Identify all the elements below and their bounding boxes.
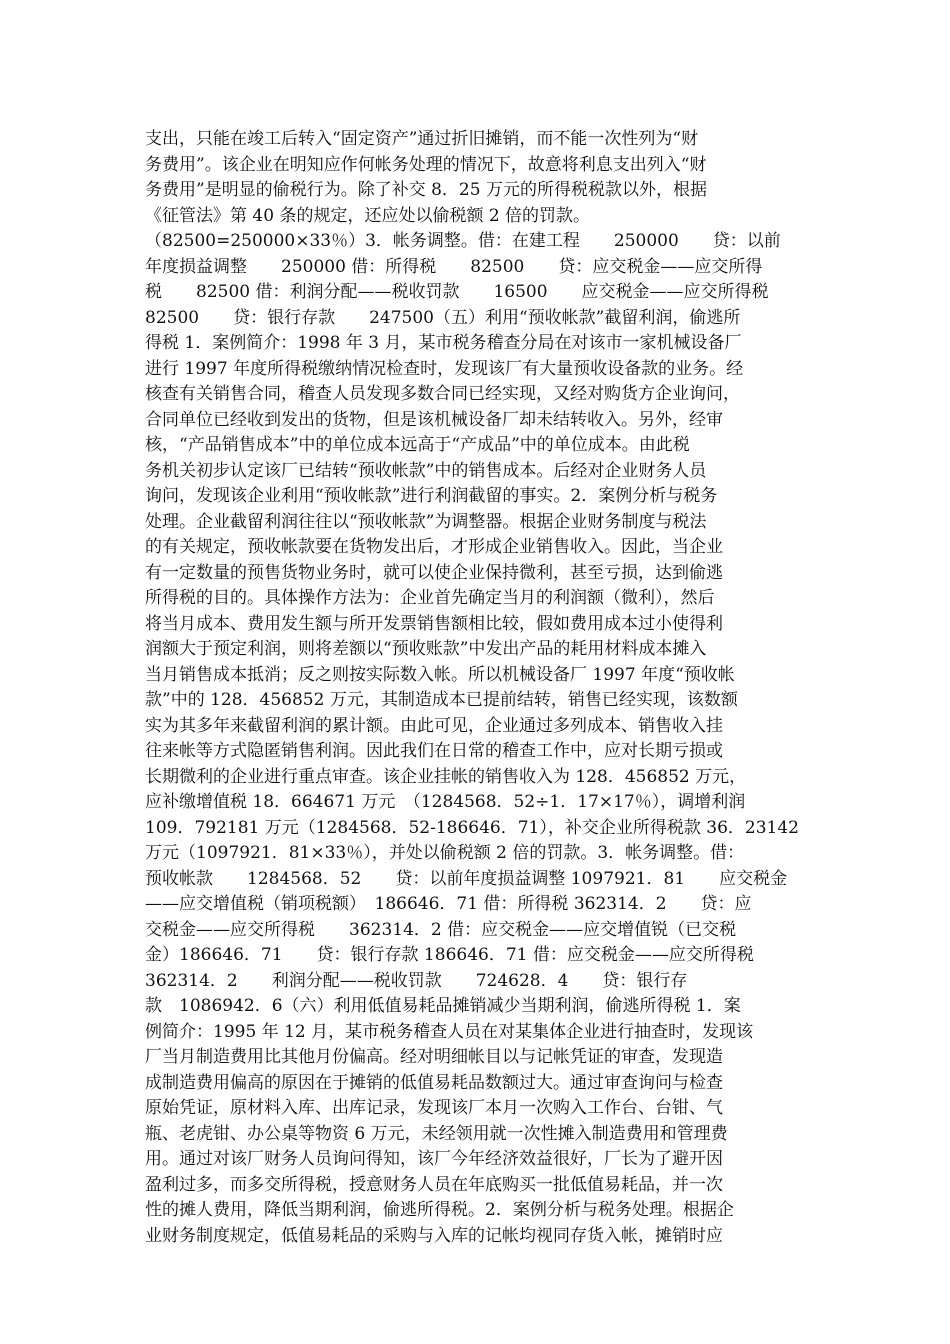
text-line: 有一定数量的预售货物业务时，就可以使企业保持微利，甚至亏损，达到偷逃 <box>145 562 723 583</box>
text-line: ——应交增值税（销项税额） 186646．71 借：所得税 362314．2 贷：应 <box>145 894 752 914</box>
text-line: 成制造费用偏高的原因在于摊销的低值易耗品数额过大。通过审查询问与检查 <box>145 1072 723 1093</box>
text-line: 务机关初步认定该厂已结转“预收帐款”中的销售成本。后经对企业财务人员 <box>145 460 707 481</box>
text-line: 性的摊人费用，降低当期利润，偷逃所得税。2．案例分析与税务处理。根据企 <box>145 1200 734 1220</box>
text-line: 例简介：1995 年 12 月，某市税务稽查人员在对某集体企业进行抽查时，发现该 <box>145 1021 754 1042</box>
text-line: 将当月成本、费用发生额与所开发票销售额相比较，假如费用成本过小使得利 <box>145 613 723 634</box>
text-line: 交税金——应交所得税 362314．2 借：应交税金——应交增值锐（已交税 <box>145 919 737 940</box>
text-line: 《征管法》第 40 条的规定，还应处以偷税额 2 倍的罚款。 <box>145 205 591 226</box>
text-line: 瓶、老虎钳、办公桌等物资 6 万元，未经领用就一次性摊入制造费用和管理费 <box>145 1123 728 1144</box>
text-line: 支出，只能在竣工后转入“固定资产”通过折旧摊销，而不能一次性列为“财 <box>145 129 699 149</box>
text-line: 预收帐款 1284568．52 贷：以前年度损益调整 1097921．81 应交税金 <box>145 868 788 889</box>
text-line: 原始凭证，原材料入库、出库记录，发现该厂本月一次购入工作台、台钳、气 <box>145 1098 723 1118</box>
text-line: 年度损益调整 250000 借：所得税 82500 贷：应交税金——应交所得 <box>145 256 763 277</box>
text-line: 当月销售成本抵消；反之则按实际数入帐。所以机械设备厂 1997 年度“预收帐 <box>145 664 735 685</box>
text-line: 处理。企业截留利润往往以“预收帐款”为调整器。根据企业财务制度与税法 <box>145 511 707 532</box>
text-line: 业财务制度规定，低值易耗品的采购与入库的记帐均视同存货入帐，摊销时应 <box>145 1225 723 1246</box>
text-line: 362314．2 利润分配——税收罚款 724628．4 贷：银行存 <box>145 970 688 991</box>
text-line: 核，“产品销售成本”中的单位成本远高于“产成品”中的单位成本。由此税 <box>145 435 690 455</box>
text-line: 万元（1097921．81×33％），并处以偷税额 2 倍的罚款。3．帐务调整。借： <box>145 843 745 863</box>
text-line: 润额大于预定利润，则将差额以“预收账款”中发出产品的耗用材料成本摊入 <box>145 639 707 659</box>
text-line: 务费用”是明显的偷税行为。除了补交 8．25 万元的所得税税款以外，根据 <box>145 180 707 200</box>
text-line: 82500 贷：银行存款 247500（五）利用“预收帐款”截留利润，偷逃所 <box>145 307 741 328</box>
text-line: 款”中的 128．456852 万元，其制造成本已提前结转，销售已经实现，该数额 <box>145 690 738 710</box>
text-line: 款 1086942．6（六）利用低值易耗品摊销减少当期利润，偷逃所得税 1．案 <box>145 996 741 1016</box>
text-line: 得税 1．案例简介：1998 年 3 月，某市税务稽查分局在对该市一家机械设备厂 <box>145 333 742 353</box>
text-line: 税 82500 借：利润分配——税收罚款 16500 应交税金——应交所得税 <box>145 282 769 302</box>
text-line: 应补缴增值税 18．664671 万元 （1284568．52÷1．17×17％），调增利润 <box>145 792 746 812</box>
text-line: 盈利过多，而多交所得税，授意财务人员在年底购买一批低值易耗品，并一次 <box>145 1174 723 1195</box>
text-line: 核查有关销售合同，稽查人员发现多数合同已经实现，又经对购货方企业询问， <box>145 384 740 404</box>
text-line: 务费用”。该企业在明知应作何帐务处理的情况下，故意将利息支出列入“财 <box>145 154 707 175</box>
body-text <box>145 127 805 1249</box>
text-line: 长期微利的企业进行重点审查。该企业挂帐的销售收入为 128．456852 万元， <box>145 766 747 787</box>
text-line: 进行 1997 年度所得税缴纳情况检查时，发现该厂有大量预收设备款的业务。经 <box>145 358 744 379</box>
text-line: 实为其多年来截留利润的累计额。由此可见，企业通过多列成本、销售收入挂 <box>145 715 723 736</box>
text-line: 往来帐等方式隐匿销售利润。因此我们在日常的稽查工作中，应对长期亏损或 <box>145 741 723 761</box>
text-line: 金）186646．71 贷：银行存款 186646．71 借：应交税金——应交所得税 <box>145 945 754 965</box>
text-line: 合同单位已经收到发出的货物，但是该机械设备厂却未结转收入。另外，经审 <box>145 409 723 430</box>
text-line: （82500=250000×33％）3．帐务调整。借：在建工程 250000 贷：以前 <box>145 231 781 251</box>
text-line: 询问，发现该企业利用“预收帐款”进行利润截留的事实。2．案例分析与税务 <box>145 486 718 506</box>
text-line: 所得税的目的。具体操作方法为：企业首先确定当月的利润额（微利），然后 <box>145 588 715 608</box>
text-line: 用。通过对该厂财务人员询问得知，该厂今年经济效益很好，厂长为了避开因 <box>145 1149 723 1169</box>
text-line: 109．792181 万元（1284568．52-186646．71），补交企业所得税款 36．23142 <box>145 817 799 838</box>
text-line: 的有关规定，预收帐款要在货物发出后，才形成企业销售收入。因此，当企业 <box>145 537 723 557</box>
text-line: 厂当月制造费用比其他月份偏高。经对明细帐目以与记帐凭证的审查，发现造 <box>145 1047 723 1067</box>
